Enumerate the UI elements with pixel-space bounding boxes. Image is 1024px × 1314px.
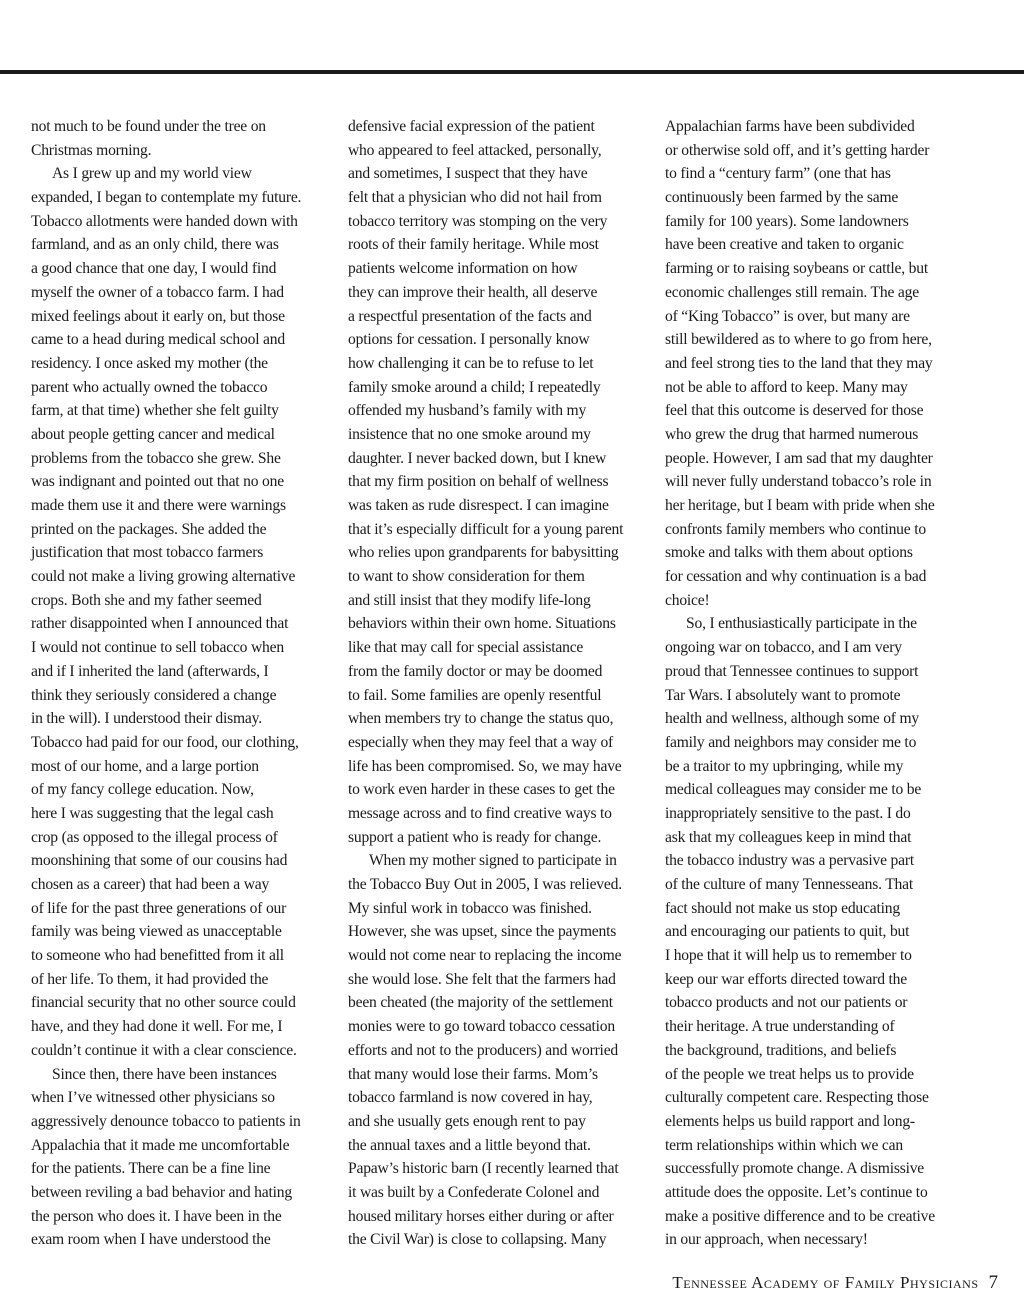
text-line: chosen as a career) that had been a way <box>31 876 270 893</box>
text-line: I would not continue to sell tobacco when <box>31 639 284 657</box>
page-footer <box>672 1272 998 1294</box>
text-line: the annual taxes and a little beyond that. <box>348 1136 591 1154</box>
text-line: of “King Tobacco” is over, but many are <box>665 307 910 325</box>
text-line: Since then, there have been instances <box>52 1065 277 1083</box>
text-line: their heritage. A true understanding of <box>665 1018 895 1036</box>
text-line: make a positive difference and to be creative <box>665 1207 935 1225</box>
text-line: she would lose. She felt that the farmers had <box>348 970 616 988</box>
text-line: proud that Tennessee continues to support <box>665 662 919 680</box>
text-line: think they seriously considered a change <box>31 686 277 704</box>
text-line: the Civil War) is close to collapsing. Many <box>348 1231 607 1249</box>
text-line: like that may call for special assistance <box>348 639 584 657</box>
text-line: tobacco territory was stomping on the very <box>348 212 608 230</box>
text-line: keep our war efforts directed toward the <box>665 970 907 988</box>
text-line: tobacco products and not our patients or <box>665 994 908 1012</box>
text-line: financial security that no other source could <box>31 994 296 1012</box>
text-line: confronts family members who continue to <box>665 520 926 538</box>
text-line: and if I inherited the land (afterwards, I <box>31 662 269 680</box>
text-line: felt that a physician who did not hail from <box>348 189 602 207</box>
text-line: who relies upon grandparents for babysitting <box>348 544 619 562</box>
text-line: continuously been farmed by the same <box>665 189 899 207</box>
text-line: myself the owner of a tobacco farm. I had <box>31 283 284 301</box>
text-line: term relationships within which we can <box>665 1136 903 1154</box>
text-line: Papaw’s historic barn (I recently learned that <box>348 1160 619 1178</box>
text-line: expanded, I began to contemplate my future. <box>31 189 302 207</box>
text-line: culturally competent care. Respecting those <box>665 1089 929 1107</box>
text-line: exam room when I have understood the <box>31 1231 271 1249</box>
text-line: insistence that no one smoke around my <box>348 425 591 443</box>
text-line: for the patients. There can be a fine line <box>31 1160 271 1178</box>
text-line: be a traitor to my upbringing, while my <box>665 757 904 775</box>
text-line: of the culture of many Tennesseans. That <box>665 876 913 893</box>
text-line: inappropriately sensitive to the past. I do <box>665 804 911 822</box>
text-line: between reviling a bad behavior and hating <box>31 1183 292 1201</box>
text-line: here I was suggesting that the legal cash <box>31 804 274 822</box>
text-line: roots of their family heritage. While most <box>348 236 599 254</box>
text-line: could not make a living growing alternative <box>31 568 296 586</box>
text-line: economic challenges still remain. The age <box>665 283 919 301</box>
text-line: crops. Both she and my father seemed <box>31 591 262 609</box>
text-line: to work even harder in these cases to get the <box>348 781 615 799</box>
text-line: about people getting cancer and medical <box>31 425 275 443</box>
text-line: family smoke around a child; I repeatedly <box>348 378 601 396</box>
text-line: made them use it and there were warnings <box>31 497 286 514</box>
text-line: efforts and not to the producers) and worried <box>348 1041 619 1059</box>
text-line: farmland, and as an only child, there was <box>31 236 279 254</box>
text-line: health and wellness, although some of my <box>665 710 920 728</box>
text-line: So, I enthusiastically participate in the <box>686 615 917 633</box>
text-line: family for 100 years). Some landowners <box>665 212 909 230</box>
article-column-2 <box>348 115 648 1252</box>
text-line: Tar Wars. I absolutely want to promote <box>665 686 901 704</box>
article-column-3 <box>665 115 965 1252</box>
text-line: came to a head during medical school and <box>31 331 285 349</box>
text-line: especially when they may feel that a way of <box>348 733 614 751</box>
text-line: message across and to find creative ways to <box>348 804 612 822</box>
text-line: the background, traditions, and beliefs <box>665 1041 897 1059</box>
text-line: when members try to change the status quo, <box>348 710 614 728</box>
text-line: in our approach, when necessary! <box>665 1231 868 1249</box>
text-line: daughter. I never backed down, but I knew <box>348 449 607 467</box>
text-line: they can improve their health, all deserve <box>348 283 598 301</box>
text-line: printed on the packages. She added the <box>31 520 267 538</box>
text-line: smoke and talks with them about options <box>665 544 913 562</box>
text-line: and encouraging our patients to quit, but <box>665 923 910 941</box>
text-line: who appeared to feel attacked, personally, <box>348 141 602 159</box>
text-line: would not come near to replacing the income <box>348 947 622 965</box>
text-line: farming or to raising soybeans or cattle, but <box>665 260 928 278</box>
text-line: My sinful work in tobacco was finished. <box>348 899 592 917</box>
publication-name: Tennessee Academy of Family Physicians <box>672 1273 979 1292</box>
text-line: when I’ve witnessed other physicians so <box>31 1089 275 1107</box>
text-line: However, she was upset, since the payments <box>348 923 617 941</box>
text-line: support a patient who is ready for change. <box>348 828 602 846</box>
text-line: justification that most tobacco farmers <box>31 544 264 562</box>
text-line: aggressively denounce tobacco to patients in <box>31 1112 301 1130</box>
text-line: tobacco farmland is now covered in hay, <box>348 1089 593 1107</box>
text-line: choice! <box>665 591 710 609</box>
text-line: not be able to afford to keep. Many may <box>665 378 908 396</box>
text-line: monies were to go toward tobacco cessation <box>348 1018 616 1036</box>
text-line: of her life. To them, it had provided the <box>31 970 269 988</box>
text-line: I hope that it will help us to remember to <box>665 947 912 965</box>
text-line: the Tobacco Buy Out in 2005, I was relieved. <box>348 876 622 893</box>
text-line: feel that this outcome is deserved for those <box>665 402 924 420</box>
text-line: to want to show consideration for them <box>348 568 585 586</box>
text-line: a good chance that one day, I would find <box>31 260 277 278</box>
text-line: and she usually gets enough rent to pay <box>348 1112 586 1130</box>
text-line: from the family doctor or may be doomed <box>348 662 603 680</box>
text-line: medical colleagues may consider me to be <box>665 781 922 799</box>
text-line: patients welcome information on how <box>348 260 578 278</box>
text-line: still bewildered as to where to go from here, <box>665 331 932 349</box>
text-line: ongoing war on tobacco, and I am very <box>665 639 902 657</box>
text-line: have been creative and taken to organic <box>665 236 904 254</box>
text-line: When my mother signed to participate in <box>369 852 617 870</box>
text-line: family was being viewed as unacceptable <box>31 923 282 941</box>
text-line: farm, at that time) whether she felt guilty <box>31 402 279 420</box>
text-line: elements helps us build rapport and long- <box>665 1112 915 1130</box>
text-line: fact should not make us stop educating <box>665 899 900 917</box>
text-line: a respectful presentation of the facts and <box>348 307 592 325</box>
text-line: couldn’t continue it with a clear conscience. <box>31 1041 297 1059</box>
text-line: of life for the past three generations of our <box>31 899 287 917</box>
text-line: have, and they had done it well. For me, I <box>31 1018 283 1036</box>
text-line: not much to be found under the tree on <box>31 118 266 135</box>
header-rule <box>0 70 1024 74</box>
text-line: mixed feelings about it early on, but those <box>31 307 285 325</box>
text-line: Christmas morning. <box>31 141 152 159</box>
text-line: to find a “century farm” (one that has <box>665 165 891 183</box>
text-line: As I grew up and my world view <box>52 165 252 183</box>
text-line: and sometimes, I suspect that they have <box>348 165 588 183</box>
text-line: offended my husband’s family with my <box>348 402 587 420</box>
article-column-1 <box>31 115 331 1252</box>
text-line: attitude does the opposite. Let’s continue to <box>665 1183 928 1201</box>
text-line: her heritage, but I beam with pride when she <box>665 497 935 514</box>
text-line: to someone who had benefitted from it all <box>31 947 284 965</box>
text-line: ask that my colleagues keep in mind that <box>665 828 912 846</box>
text-line: the tobacco industry was a pervasive part <box>665 852 915 870</box>
text-line: family and neighbors may consider me to <box>665 733 917 751</box>
text-line: that it’s especially difficult for a young parent <box>348 520 624 538</box>
text-line: of the people we treat helps us to provide <box>665 1065 914 1083</box>
text-line: successfully promote change. A dismissive <box>665 1160 925 1178</box>
text-line: behaviors within their own home. Situations <box>348 615 616 633</box>
text-line: who grew the drug that harmed numerous <box>665 425 919 443</box>
text-line: that many would lose their farms. Mom’s <box>348 1065 598 1083</box>
text-line: problems from the tobacco she grew. She <box>31 449 281 467</box>
text-line: that my firm position on behalf of wellness <box>348 473 609 491</box>
text-line: Tobacco allotments were handed down with <box>31 212 298 230</box>
text-line: Appalachia that it made me uncomfortable <box>31 1136 290 1154</box>
text-line: Appalachian farms have been subdivided <box>665 118 915 135</box>
text-line: for cessation and why continuation is a bad <box>665 568 927 586</box>
text-line: the person who does it. I have been in the <box>31 1207 282 1225</box>
text-line: or otherwise sold off, and it’s getting harder <box>665 141 930 159</box>
text-line: life has been compromised. So, we may have <box>348 757 622 775</box>
page-number: 7 <box>988 1272 998 1293</box>
text-line: to fail. Some families are openly resentful <box>348 686 602 704</box>
text-line: housed military horses either during or after <box>348 1207 614 1225</box>
text-line: moonshining that some of our cousins had <box>31 852 288 870</box>
text-line: Tobacco had paid for our food, our clothing, <box>31 733 299 751</box>
text-line: was taken as rude disrespect. I can imagine <box>348 497 609 514</box>
text-line: crop (as opposed to the illegal process of <box>31 828 278 846</box>
text-line: was indignant and pointed out that no one <box>31 473 284 491</box>
text-line: in the will). I understood their dismay. <box>31 710 262 728</box>
text-line: it was built by a Confederate Colonel and <box>348 1183 600 1201</box>
text-line: people. However, I am sad that my daughter <box>665 449 933 467</box>
text-line: options for cessation. I personally know <box>348 331 590 349</box>
text-line: defensive facial expression of the patient <box>348 118 595 135</box>
text-line: been cheated (the majority of the settlement <box>348 994 613 1012</box>
text-line: and feel strong ties to the land that they may <box>665 354 933 372</box>
text-line: parent who actually owned the tobacco <box>31 378 268 396</box>
text-line: rather disappointed when I announced that <box>31 615 289 633</box>
text-line: residency. I once asked my mother (the <box>31 354 268 372</box>
text-line: how challenging it can be to refuse to let <box>348 354 594 372</box>
text-line: most of our home, and a large portion <box>31 757 259 775</box>
text-line: will never fully understand tobacco’s role in <box>665 473 932 491</box>
text-line: and still insist that they modify life-long <box>348 591 591 609</box>
text-line: of my fancy college education. Now, <box>31 781 254 799</box>
